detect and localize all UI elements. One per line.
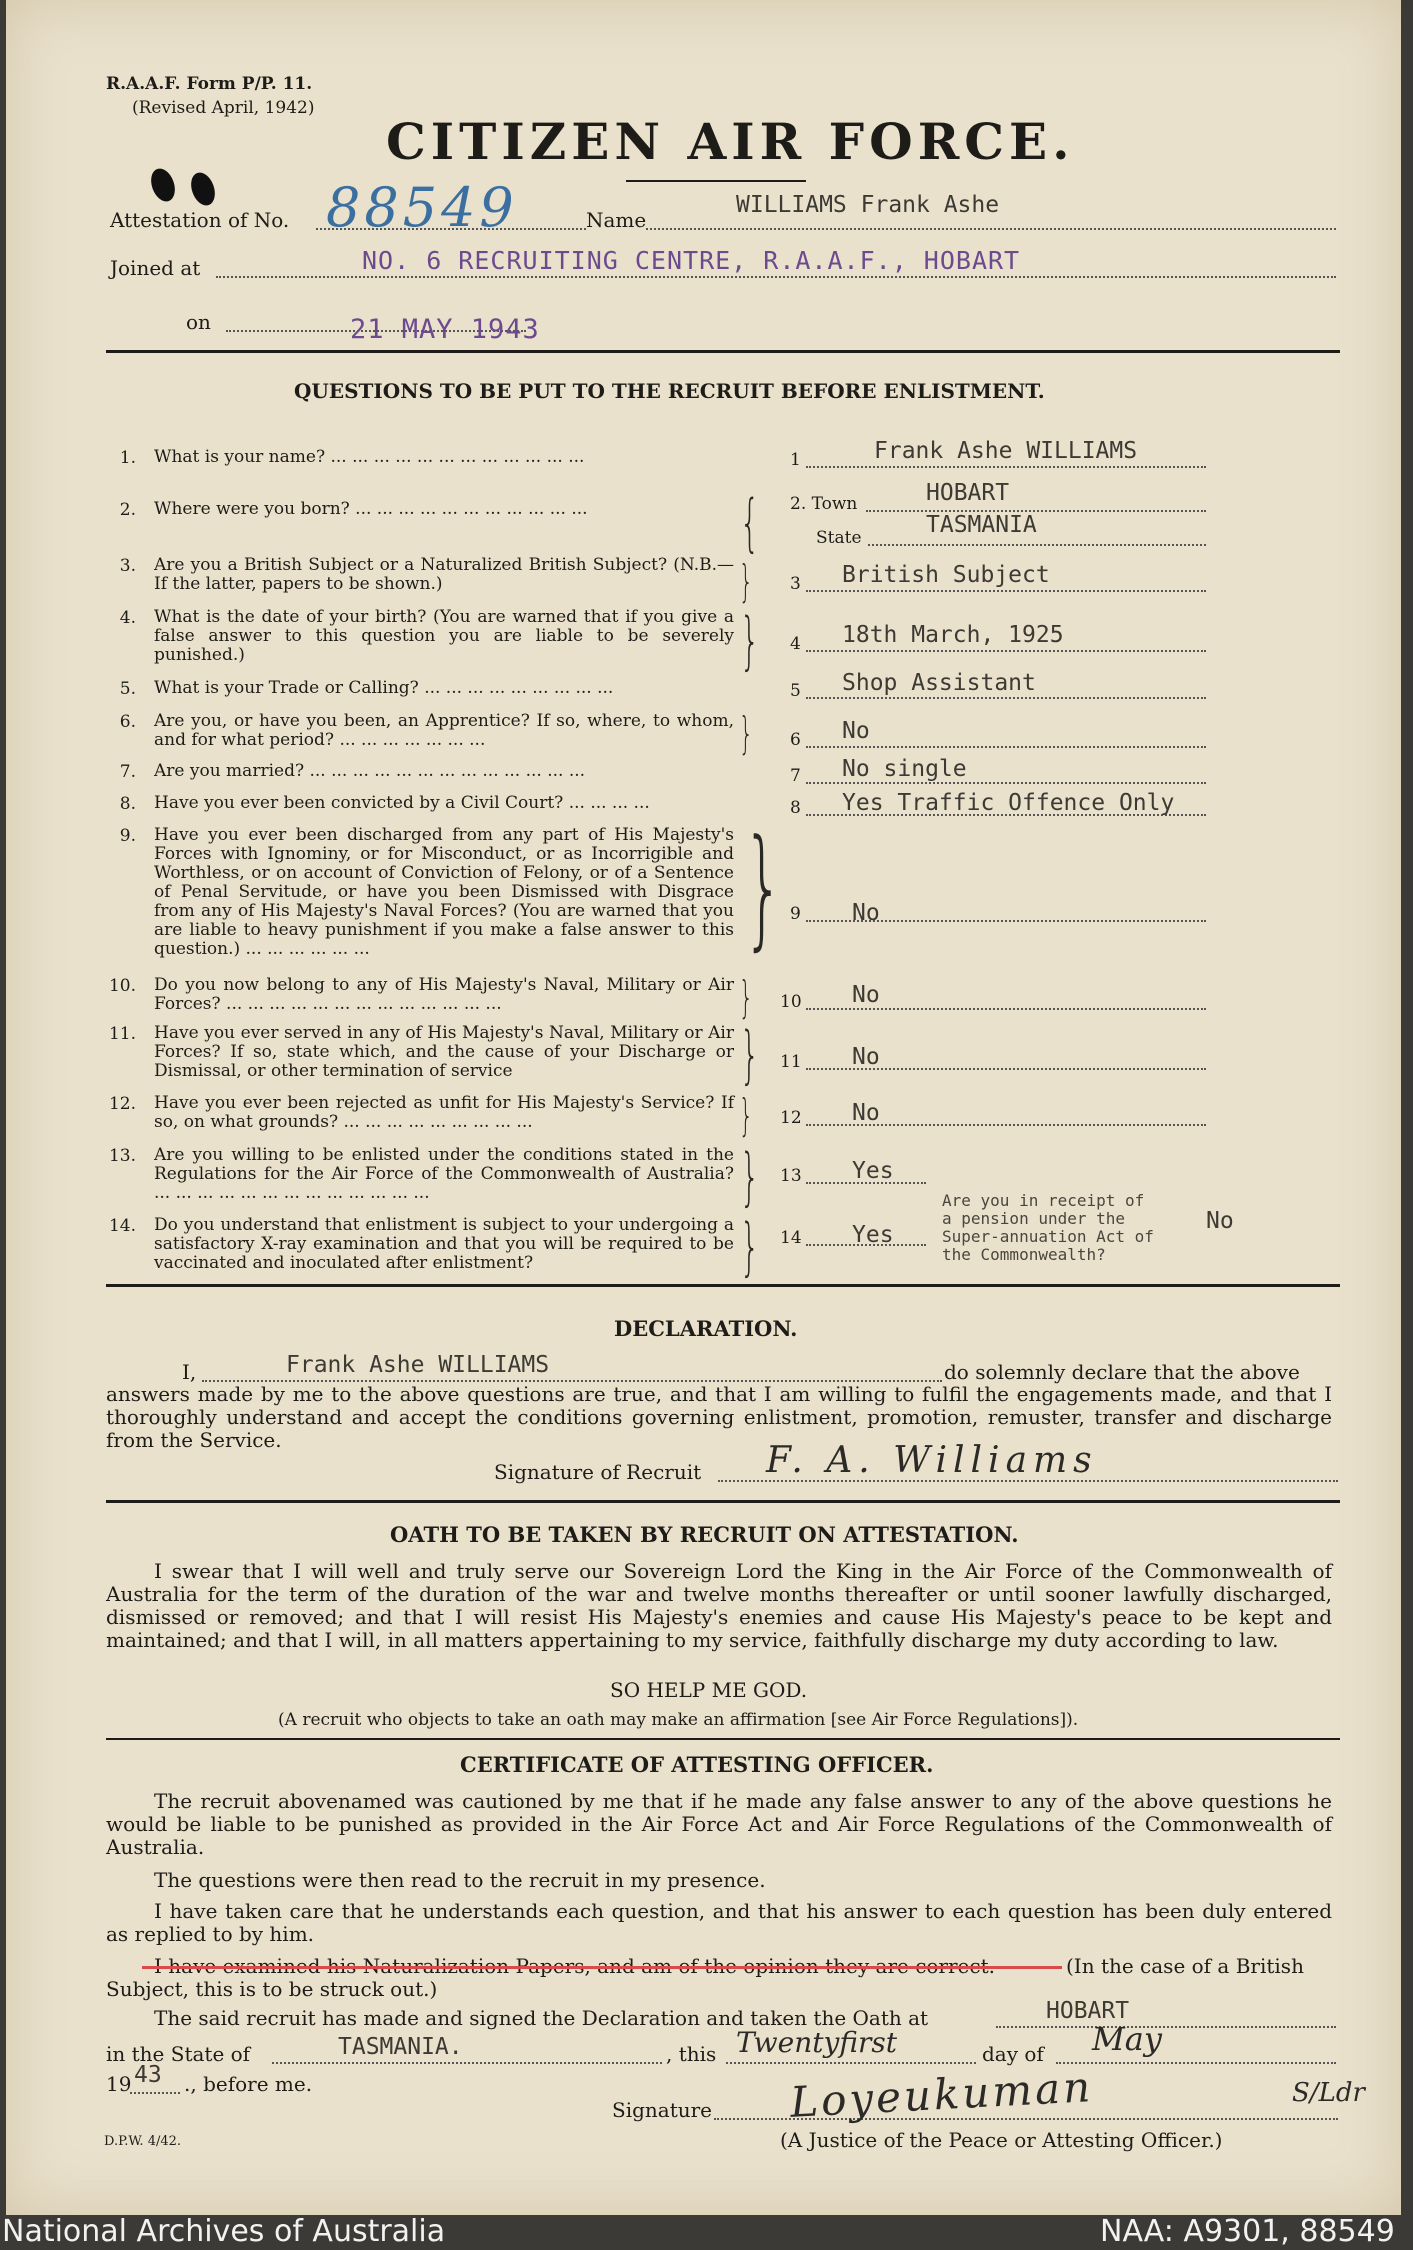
question-number: 13. (108, 1146, 136, 1166)
certificate-para-2: The questions were then read to the recruit in my presence. (154, 1868, 766, 1892)
answer-number: 14 (780, 1228, 802, 1248)
attestation-number: 88549 (326, 176, 518, 239)
month-line (1056, 2062, 1336, 2064)
question-number: 8. (119, 794, 136, 814)
certificate-para-1: The recruit abovenamed was cautioned by me that if he made any false answer to any of the above questions he would be liable to be punished as provided in the Air Force Act and Air Force Regulations of the Commonwealth of Australia. (106, 1789, 1332, 1859)
answer-number: 6 (790, 730, 801, 750)
question-number: 3. (119, 556, 136, 576)
brace: } (739, 556, 753, 607)
recruit-signature: F. A. Williams (766, 1440, 1098, 1481)
question-text: What is your name? ... ... ... ... ... ... ... ... ... ... ... ... (154, 447, 585, 467)
answer-line (806, 466, 1206, 468)
answer-value: No (852, 982, 880, 1008)
answer-number: 11 (780, 1052, 802, 1072)
attestation-label: Attestation of No. (110, 208, 290, 232)
ink-blot (147, 165, 179, 204)
ink-blot (187, 169, 219, 208)
answer-value: No single (842, 756, 967, 782)
archive-name: National Archives of Australia (2, 2214, 446, 2249)
certificate-para-4-line2: Subject, this is to be struck out.) (106, 1977, 438, 2001)
form-number: R.A.A.F. Form P/P. 11. (106, 74, 313, 94)
officer-signature: Loyeukuman (788, 2062, 1095, 2127)
certificate-para-3: I have taken care that he understands each question, and that his answer to each question has been duly entered as replied to by him. (106, 1899, 1332, 1946)
answer-value: No (842, 718, 870, 744)
answer-state: TASMANIA (926, 512, 1037, 538)
certificate-heading: CERTIFICATE OF ATTESTING OFFICER. (460, 1752, 934, 1777)
question-number: 9. (119, 826, 136, 846)
question-number: 12. (108, 1094, 136, 1114)
question-text: What is your Trade or Calling? ... ... ... ... ... ... ... ... ... (154, 678, 614, 698)
title-underline (626, 180, 806, 182)
answer-line (806, 650, 1206, 652)
state-label-cert: in the State of (106, 2042, 251, 2066)
strike-through-line (142, 1966, 1062, 1969)
question-text: Are you willing to be enlisted under the conditions stated in the Regulations for the Air Force of the Commonwealth of Australia? ... ... ... ... ... ... ... ... ... ... ... ... ... (154, 1145, 734, 1203)
certificate-para-5: The said recruit has made and signed the Declaration and taken the Oath at (154, 2006, 929, 2030)
answer-number: 5 (790, 681, 801, 701)
question-text: Have you ever been discharged from any part of His Majesty's Forces with Ignominy, or for Misconduct, or as Incorrigible and Worthless, or on account of Conviction of Felony, or of a Sentence of Penal Servitude, or have you been Dismissed with Disgrace from any of His Majesty's Naval Forces? (You are warned that you are liable to heavy punishment if you make a false answer to this question.) ... ... ... ... ... ... (154, 825, 734, 959)
declaration-text-end: do solemnly declare that the above (944, 1360, 1300, 1384)
brace: } (739, 1018, 760, 1091)
questions-heading: QUESTIONS TO BE PUT TO THE RECRUIT BEFORE ENLISTMENT. (294, 379, 1045, 403)
declaration-prefix: I, (182, 1360, 197, 1384)
question-number: 1. (119, 448, 136, 468)
place-line (996, 2026, 1336, 2028)
declaration-heading: DECLARATION. (614, 1316, 798, 1341)
recruiting-centre-stamp: NO. 6 RECRUITING CENTRE, R.A.A.F., HOBART (362, 246, 1021, 275)
answer-line (806, 1008, 1206, 1010)
answer-line (806, 746, 1206, 748)
certificate-para-4-rest: (In the case of a British (1066, 1954, 1304, 1978)
declaration-body: answers made by me to the above questions are true, and that I am willing to fulfil the engagements made, and that I thoroughly understand and accept the conditions governing enlistment, promotion, remuster, transfer and discharge from the Service. (106, 1382, 1332, 1452)
answer-line (868, 544, 1206, 546)
officer-rank: S/Ldr (1292, 2078, 1365, 2108)
form-title: CITIZEN AIR FORCE. (386, 112, 1075, 171)
oath-closing: SO HELP ME GOD. (610, 1678, 808, 1702)
answer-number: 4 (790, 634, 801, 654)
answer-value: Frank Ashe WILLIAMS (874, 438, 1138, 464)
name-line (646, 228, 1336, 230)
question-text: Do you understand that enlistment is subject to your undergoing a satisfactory X-ray examination and that you will be required to be vaccinated and inoculated after enlistment? (154, 1215, 734, 1273)
answer-line (806, 697, 1206, 699)
question-number: 2. (119, 500, 136, 520)
form-page (6, 0, 1401, 2215)
brace: } (739, 1210, 760, 1283)
name-label: Name (586, 208, 647, 232)
answer-town: HOBART (926, 480, 1010, 506)
question-number: 4. (119, 608, 136, 628)
question-text: Have you ever served in any of His Majesty's Naval, Military or Air Forces? If so, state which, and the cause of your Discharge or Dismissal, or other termination of service (154, 1023, 734, 1081)
pension-question: Are you in receipt of a pension under the Super-annuation Act of the Commonwealth? (942, 1191, 1154, 1264)
attestation-name: WILLIAMS Frank Ashe (736, 192, 1000, 218)
answer-value: Yes (852, 1158, 894, 1184)
header-rule (106, 350, 1340, 353)
brace: } (739, 604, 760, 677)
question-text: What is the date of your birth? (You are warned that if you give a false answer to this question you are liable to be severely punished.) (154, 607, 734, 665)
question-number: 5. (119, 679, 136, 699)
question-text: Have you ever been rejected as unfit for His Majesty's Service? If so, on what grounds? ... ... ... ... ... ... ... ... ... (154, 1093, 734, 1132)
question-text: Are you a British Subject or a Naturalized British Subject? (N.B.—If the latter, papers to be shown.) (154, 555, 734, 594)
brace: } (739, 708, 753, 759)
question-number: 7. (119, 762, 136, 782)
question-text: Where were you born? ... ... ... ... ... ... ... ... ... ... ... (154, 499, 588, 519)
attestation-place: HOBART (1046, 1998, 1130, 2024)
brace: } (742, 811, 785, 963)
question-number: 10. (108, 976, 136, 996)
form-revised: (Revised April, 1942) (132, 98, 315, 118)
officer-signature-caption: (A Justice of the Peace or Attesting Officer.) (780, 2128, 1223, 2152)
on-label: on (186, 310, 211, 334)
answer-value: No (852, 900, 880, 926)
this-label: , this (666, 2042, 717, 2066)
answer-number: 7 (790, 766, 801, 786)
attestation-year: 43 (134, 2062, 162, 2088)
questions-rule (106, 1284, 1340, 1287)
state-label: State (816, 528, 862, 548)
recruit-signature-label: Signature of Recruit (494, 1460, 702, 1484)
before-me: ., before me. (184, 2072, 313, 2096)
answer-line (806, 782, 1206, 784)
declaration-name: Frank Ashe WILLIAMS (286, 1352, 550, 1378)
archive-reference: NAA: A9301, 88549 (1100, 2214, 1395, 2249)
answer-value: Yes (852, 1222, 894, 1248)
officer-signature-label: Signature (612, 2098, 713, 2122)
brace: } (739, 1140, 760, 1213)
joined-date-stamp: 21 MAY 1943 (350, 314, 540, 345)
question-text: Are you married? ... ... ... ... ... ... ... ... ... ... ... ... ... (154, 761, 586, 781)
question-text: Have you ever been convicted by a Civil Court? ... ... ... ... (154, 793, 650, 813)
attestation-month: May (1092, 2020, 1162, 2058)
question-number: 6. (119, 712, 136, 732)
year-prefix: 19 (106, 2072, 132, 2096)
answer-number: 10 (780, 992, 802, 1012)
brace: { (739, 486, 760, 559)
question-text: Are you, or have you been, an Apprentice? If so, where, to whom, and for what period? ... ... ... ... ... ... ... (154, 711, 734, 750)
answer-value: No (852, 1044, 880, 1070)
answer-number: 13 (780, 1166, 802, 1186)
pension-answer: No (1206, 1208, 1234, 1234)
day-line (726, 2062, 976, 2064)
state-line-cert (272, 2062, 662, 2064)
answer-number: 2. Town (790, 494, 858, 514)
question-number: 14. (108, 1216, 136, 1236)
answer-value: No (852, 1100, 880, 1126)
question-text: Do you now belong to any of His Majesty's Naval, Military or Air Forces? ... ... ... ... ... ... ... ... ... ... ... ... ... (154, 975, 734, 1014)
answer-value: 18th March, 1925 (842, 622, 1064, 648)
year-line (130, 2092, 180, 2094)
answer-line (806, 590, 1206, 592)
declaration-rule (106, 1500, 1340, 1503)
answer-number: 1 (790, 450, 801, 470)
answer-number: 12 (780, 1108, 802, 1128)
attestation-state: TASMANIA. (338, 2034, 463, 2060)
joined-at-label: Joined at (110, 256, 201, 280)
joined-line (216, 276, 1336, 278)
answer-value: Shop Assistant (842, 670, 1036, 696)
brace: } (739, 1090, 753, 1141)
oath-rule (106, 1738, 1340, 1740)
answer-value: British Subject (842, 562, 1050, 588)
attestation-day: Twentyfirst (736, 2026, 897, 2059)
answer-value: Yes Traffic Offence Only (842, 790, 1175, 816)
answer-number: 3 (790, 574, 801, 594)
certificate-struck-text: I have examined his Naturalization Papers, and am of the opinion they are correct. (154, 1954, 995, 1978)
oath-heading: OATH TO BE TAKEN BY RECRUIT ON ATTESTATION. (390, 1522, 1019, 1547)
answer-number: 9 (790, 904, 801, 924)
answer-number: 8 (790, 798, 801, 818)
print-code: D.P.W. 4/42. (104, 2134, 182, 2149)
oath-body: I swear that I will well and truly serve our Sovereign Lord the King in the Air Force of the Commonwealth of Australia for the term of the duration of the war and twelve months thereafter or until sooner lawfully discharged, dismissed or removed; and that I will resist His Majesty's enemies and cause His Majesty's peace to be kept and maintained; and that I will, in all matters appertaining to my service, faithfully discharge my duty according to law. (106, 1559, 1332, 1652)
question-number: 11. (108, 1024, 136, 1044)
brace: } (739, 972, 753, 1023)
day-of-label: day of (982, 2042, 1044, 2066)
oath-note: (A recruit who objects to take an oath may make an affirmation [see Air Force Regulations]). (278, 1710, 1079, 1730)
